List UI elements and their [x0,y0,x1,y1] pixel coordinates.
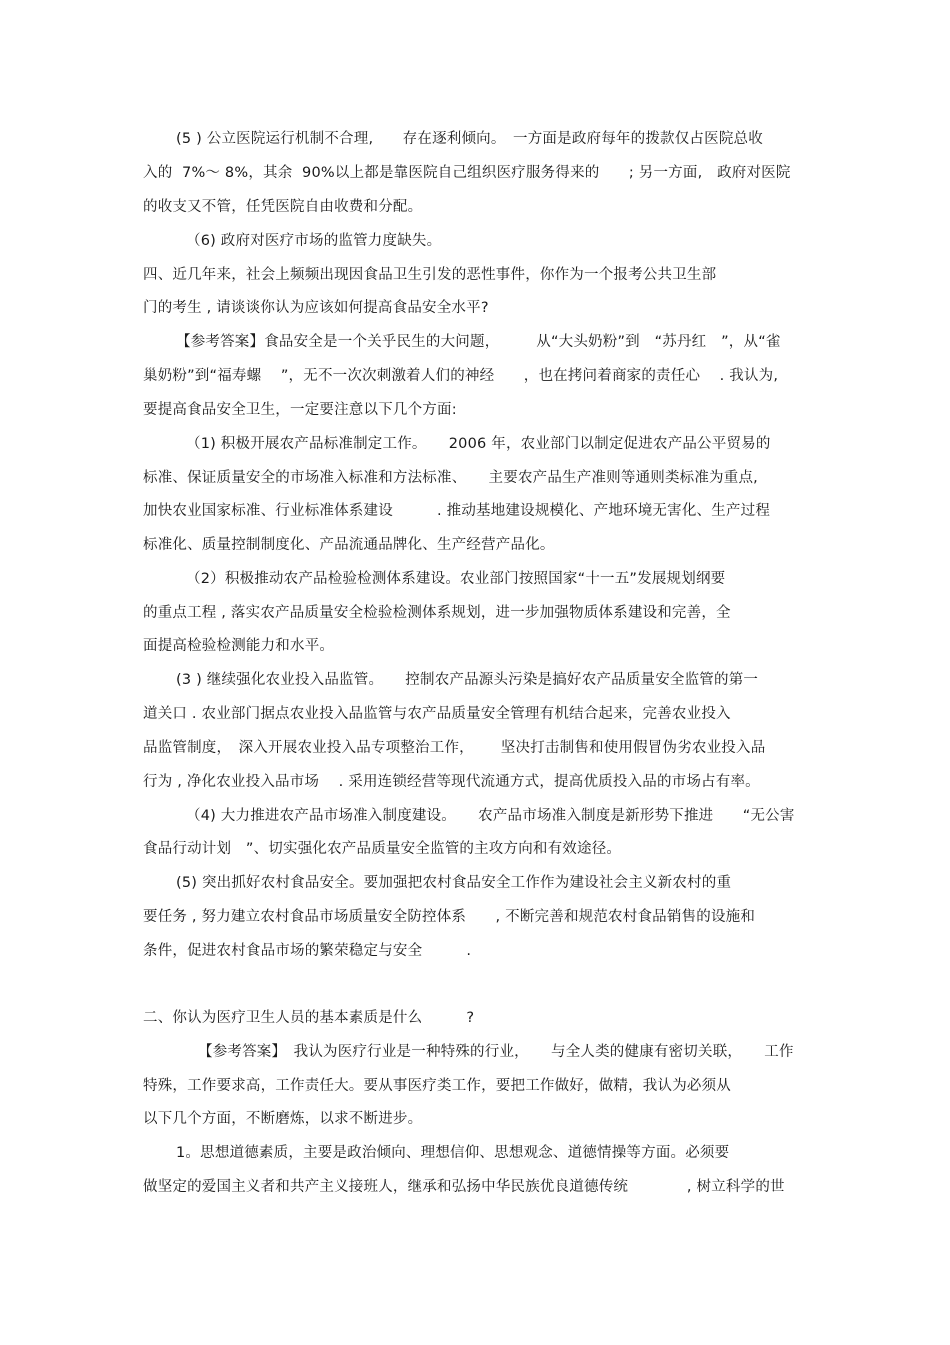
text-line: 1。思想道德素质，主要是政治倾向、理想信仰、思想观念、道德情操等方面。必须要 [176,1145,730,1161]
text-line: 面提高检验检测能力和水平。 [143,638,335,654]
text-line: 行为 , 净化农业投入品市场 . 采用连锁经营等现代流通方式，提高优质投入品的市场占有率。 [143,774,760,790]
text-line: （2）积极推动农产品检验检测体系建设。农业部门按照国家“十一五”发展规划纲要 [186,571,726,587]
text-line: 要任务 , 努力建立农村食品市场质量安全防控体系 , 不断完善和规范农村食品销售的设施和 [143,909,756,925]
text-line: 特殊，工作要求高，工作责任大。要从事医疗类工作，要把工作做好，做精，我认为必须从 [143,1078,731,1094]
text-line: 入的 7%～ 8%，其余 90%以上都是靠医院自己组织医疗服务得来的 ; 另一方面, 政府对医院 [143,165,791,181]
text-line: 道关口 . 农业部门据点农业投入品监管与农产品质量安全管理有机结合起来，完善农业投入 [143,706,731,722]
text-line: 做坚定的爱国主义者和共产主义接班人，继承和弘扬中华民族优良道德传统 , 树立科学的世 [143,1179,785,1195]
section-heading: 二、你认为医疗卫生人员的基本素质是什么 ? [143,1010,475,1026]
text-line: 要提高食品安全卫生，一定要注意以下几个方面: [143,402,457,418]
text-line: （6) 政府对医疗市场的监管力度缺失。 [186,233,442,249]
section-heading: 四、近几年来，社会上频频出现因食品卫生引发的恶性事件，你作为一个报考公共卫生部 [143,267,717,283]
text-line: (3 ) 继续强化农业投入品监管。 控制农产品源头污染是搞好农产品质量安全监管的第一 [176,672,759,688]
text-line: 条件，促进农村食品市场的繁荣稳定与安全 . [143,943,472,959]
text-line: 标准、保证质量安全的市场准入标准和方法标准、 主要农产品生产准则等通则类标准为重点, [143,470,758,486]
text-line: 食品行动计划 ”、切实强化农产品质量安全监管的主攻方向和有效途径。 [143,841,622,857]
text-line: 的收支又不管，任凭医院自由收费和分配。 [143,199,423,215]
text-line: 品监管制度， 深入开展农业投入品专项整治工作， 坚决打击制售和使用假冒伪劣农业投入品 [143,740,766,756]
text-line: 【参考答案】 我认为医疗行业是一种特殊的行业， 与全人类的健康有密切关联， 工作 [198,1044,794,1060]
text-line: （1) 积极开展农产品标准制定工作。 2006 年，农业部门以制定促进农产品公平贸易的 [186,436,771,452]
text-line: (5) 突出抓好农村食品安全。要加强把农村食品安全工作作为建设社会主义新农村的重 [176,875,732,891]
text-line: 巢奶粉”到“福寿螺 ”，无不一次次刺激着人们的神经 ，也在拷问着商家的责任心 . 我认为, [143,368,779,384]
text-line: 门的考生 , 请谈谈你认为应该如何提高食品安全水平? [143,300,489,316]
text-line: （4) 大力推进农产品市场准入制度建设。 农产品市场准入制度是新形势下推进 “无公害 [186,808,795,824]
text-line: (5 ) 公立医院运行机制不合理, 存在逐利倾向。 一方面是政府每年的拨款仅占医院总收 [176,131,763,147]
text-line: 加快农业国家标准、行业标准体系建设 . 推动基地建设规模化、产地环境无害化、生产过程 [143,503,771,519]
text-line: 标准化、质量控制制度化、产品流通品牌化、生产经营产品化。 [143,537,555,553]
text-line: 以下几个方面，不断磨炼，以求不断进步。 [143,1111,423,1127]
text-line: 的重点工程 , 落实农产品质量安全检验检测体系规划，进一步加强物质体系建设和完善，全 [143,605,731,621]
text-line: 【参考答案】食品安全是一个关乎民生的大问题， 从“大头奶粉”到 “苏丹红 ”，从“雀 [176,334,781,350]
